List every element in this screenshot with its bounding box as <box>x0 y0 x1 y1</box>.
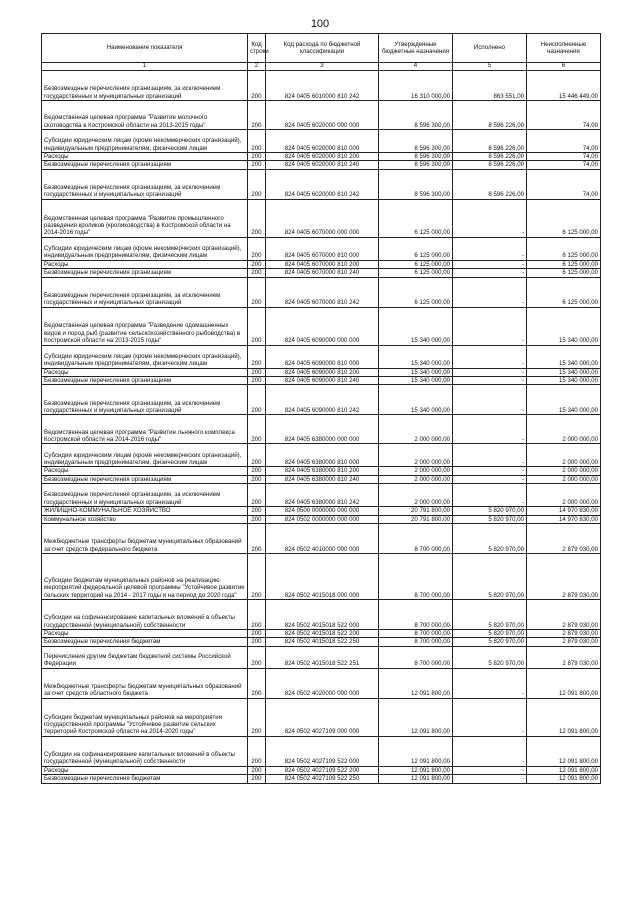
header-row <box>42 34 601 63</box>
cell-executed: 5 820 970,00 <box>453 554 527 600</box>
cell-approved: 12 091 800,00 <box>379 766 453 774</box>
cell-executed: - <box>453 269 527 277</box>
cell-line-code: 200 <box>248 600 266 630</box>
table-row <box>42 766 601 774</box>
cell-approved: 8 596 300,00 <box>379 101 453 130</box>
budget-execution-table <box>41 33 601 784</box>
cell-line-code: 200 <box>248 630 266 638</box>
cell-approved: 15 340 000,00 <box>379 385 453 415</box>
cell-name: Расходы <box>42 630 248 638</box>
cell-line-code: 200 <box>248 766 266 774</box>
cell-approved: 16 310 000,00 <box>379 71 453 101</box>
cell-name: Безвозмездные перечисления организациям, за исключением государственных и муниципальных организаций <box>42 484 248 507</box>
cell-approved: 8 596 300,00 <box>379 161 453 169</box>
table-row <box>42 101 601 130</box>
cell-name: Безвозмездные перечисления организациям, за исключением государственных и муниципальных организаций <box>42 385 248 415</box>
cell-line-code: 200 <box>248 507 266 515</box>
cell-budget-code: 824 0405 6090000 810 242 <box>266 385 379 415</box>
cell-executed: 5 820 970,00 <box>453 600 527 630</box>
cell-unexecuted: 12 091 800,00 <box>527 698 601 736</box>
cell-approved: 2 000 000,00 <box>379 415 453 444</box>
cell-executed: 5 820 970,00 <box>453 515 527 523</box>
table-row <box>42 475 601 483</box>
cell-name: Субсидии на софинансирование капитальных вложений в объекты государственной (муниципальной) собственности <box>42 600 248 630</box>
cell-budget-code: 824 0405 6090000 000 000 <box>266 307 379 345</box>
cell-approved: 8 700 000,00 <box>379 600 453 630</box>
cell-executed: 8 596 226,00 <box>453 153 527 161</box>
table-row <box>42 199 601 237</box>
cell-unexecuted: 6 125 000,00 <box>527 269 601 277</box>
cell-executed: 863 551,00 <box>453 71 527 101</box>
cell-unexecuted: 2 879 030,00 <box>527 524 601 554</box>
cell-name: Субсидии юридическим лицам (кроме некоммерческих организаций), индивидуальным предпринимателям, физическим лицам <box>42 237 248 260</box>
table-row <box>42 736 601 766</box>
table-row <box>42 638 601 646</box>
cell-budget-code: 824 0502 4027109 000 000 <box>266 698 379 736</box>
cell-unexecuted: 12 091 800,00 <box>527 766 601 774</box>
cell-budget-code: 824 0502 0000000 000 000 <box>266 515 379 523</box>
cell-approved: 8 700 000,00 <box>379 638 453 646</box>
cell-approved: 20 791 800,00 <box>379 507 453 515</box>
cell-line-code: 200 <box>248 277 266 307</box>
cell-budget-code: 824 0502 4015018 522 251 <box>266 646 379 668</box>
column-number: 6 <box>527 63 601 71</box>
cell-approved: 12 091 800,00 <box>379 698 453 736</box>
cell-budget-code: 824 0405 6070000 810 200 <box>266 260 379 268</box>
cell-budget-code: 824 0405 6070000 810 000 <box>266 237 379 260</box>
cell-line-code: 200 <box>248 71 266 101</box>
header-budget-code: Код расхода по бюджетной классификации <box>266 34 379 63</box>
cell-approved: 8 596 300,00 <box>379 153 453 161</box>
cell-executed: - <box>453 260 527 268</box>
table-row <box>42 130 601 153</box>
cell-executed: - <box>453 467 527 475</box>
cell-executed: 8 596 226,00 <box>453 101 527 130</box>
cell-executed: - <box>453 415 527 444</box>
header-executed: Исполнено <box>453 34 527 63</box>
cell-executed: - <box>453 277 527 307</box>
cell-unexecuted: 15 446 449,00 <box>527 71 601 101</box>
cell-budget-code: 824 0502 4027109 522 250 <box>266 775 379 783</box>
cell-approved: 12 091 800,00 <box>379 668 453 698</box>
cell-budget-code: 824 0405 6020000 810 240 <box>266 161 379 169</box>
table-row <box>42 237 601 260</box>
cell-line-code: 200 <box>248 475 266 483</box>
cell-executed: - <box>453 766 527 774</box>
table-row <box>42 153 601 161</box>
cell-executed: 5 820 970,00 <box>453 507 527 515</box>
cell-name: Субсидии юридическим лицам (кроме некоммерческих организаций), индивидуальным предпринимателям, физическим лицам <box>42 130 248 153</box>
cell-line-code: 200 <box>248 467 266 475</box>
cell-executed: - <box>453 444 527 467</box>
cell-line-code: 200 <box>248 444 266 467</box>
cell-name: Перечисления другим бюджетам бюджетной системы Российской Федерации <box>42 646 248 668</box>
header-approved: Утвержденные бюджетные назначения <box>379 34 453 63</box>
cell-budget-code: 824 0405 6380000 810 000 <box>266 444 379 467</box>
cell-unexecuted: 15 340 000,00 <box>527 345 601 368</box>
page-number: 100 <box>310 18 330 30</box>
cell-line-code: 200 <box>248 368 266 376</box>
cell-approved: 12 091 800,00 <box>379 775 453 783</box>
cell-executed: 5 820 970,00 <box>453 524 527 554</box>
cell-name: Расходы <box>42 153 248 161</box>
cell-budget-code: 824 0405 6380000 810 200 <box>266 467 379 475</box>
column-number: 5 <box>453 63 527 71</box>
cell-name: Безвозмездные перечисления организациям, за исключением государственных и муниципальных организаций <box>42 277 248 307</box>
cell-approved: 6 125 000,00 <box>379 269 453 277</box>
cell-unexecuted: 15 340 000,00 <box>527 385 601 415</box>
cell-line-code: 200 <box>248 554 266 600</box>
cell-unexecuted: 74,00 <box>527 130 601 153</box>
cell-executed: 5 820 970,00 <box>453 630 527 638</box>
cell-approved: 15 340 000,00 <box>379 307 453 345</box>
cell-unexecuted: 6 125 000,00 <box>527 237 601 260</box>
table-row <box>42 277 601 307</box>
cell-line-code: 200 <box>248 415 266 444</box>
cell-executed: - <box>453 199 527 237</box>
cell-name: Межбюджетные трансферты бюджетам муниципальных образований за счет средств областного бюджета <box>42 668 248 698</box>
cell-approved: 15 340 000,00 <box>379 377 453 385</box>
cell-line-code: 200 <box>248 153 266 161</box>
cell-name: Коммунальное хозяйство <box>42 515 248 523</box>
cell-unexecuted: 2 879 030,00 <box>527 638 601 646</box>
cell-budget-code: 824 0405 6090000 810 000 <box>266 345 379 368</box>
cell-line-code: 200 <box>248 269 266 277</box>
cell-line-code: 200 <box>248 260 266 268</box>
cell-approved: 12 091 800,00 <box>379 736 453 766</box>
cell-unexecuted: 2 879 030,00 <box>527 554 601 600</box>
cell-budget-code: 824 0502 4020000 000 000 <box>266 668 379 698</box>
cell-approved: 8 700 000,00 <box>379 554 453 600</box>
cell-unexecuted: 2 000 000,00 <box>527 475 601 483</box>
cell-executed: - <box>453 385 527 415</box>
cell-name: Субсидии юридическим лицам (кроме некоммерческих организаций), индивидуальным предпринимателям, физическим лицам <box>42 444 248 467</box>
cell-budget-code: 824 0405 6010000 810 242 <box>266 71 379 101</box>
cell-name: Межбюджетные трансферты бюджетам муниципальных образований за счет средств федерального бюджета <box>42 524 248 554</box>
cell-name: Ведомственная целевая программа "Разведение одомашненных видов и пород рыб (развитие сельскохозяйственного рыбоводства) в Костромской области на 2013-2015 годы" <box>42 307 248 345</box>
cell-approved: 6 125 000,00 <box>379 237 453 260</box>
cell-unexecuted: 14 970 830,00 <box>527 507 601 515</box>
cell-approved: 8 596 300,00 <box>379 130 453 153</box>
cell-unexecuted: 2 000 000,00 <box>527 444 601 467</box>
cell-unexecuted: 74,00 <box>527 101 601 130</box>
cell-unexecuted: 6 125 000,00 <box>527 260 601 268</box>
column-number: 2 <box>248 63 266 71</box>
cell-name: Субсидии бюджетам муниципальных районов на реализацию мероприятий федеральной целевой программы "Устойчивое развитие сельских территорий на 2014 - 2017 годы и на период до 2020 года" <box>42 554 248 600</box>
cell-name: Расходы <box>42 467 248 475</box>
cell-line-code: 200 <box>248 345 266 368</box>
cell-budget-code: 824 0405 6070000 000 000 <box>266 199 379 237</box>
cell-approved: 6 125 000,00 <box>379 260 453 268</box>
cell-budget-code: 824 0405 6020000 810 242 <box>266 169 379 199</box>
table-row <box>42 385 601 415</box>
table-row <box>42 515 601 523</box>
cell-approved: 15 340 000,00 <box>379 368 453 376</box>
cell-executed: - <box>453 377 527 385</box>
cell-budget-code: 824 0405 6090000 810 240 <box>266 377 379 385</box>
cell-budget-code: 824 0405 6090000 810 200 <box>266 368 379 376</box>
cell-executed: - <box>453 668 527 698</box>
cell-unexecuted: 15 340 000,00 <box>527 377 601 385</box>
cell-name: Ведомственная целевая программа "Развитие промышленного разведения кроликов (кролиководства) в Костромской области на 2014-2016 годы" <box>42 199 248 237</box>
cell-executed: - <box>453 345 527 368</box>
cell-approved: 8 596 300,00 <box>379 169 453 199</box>
column-number: 3 <box>266 63 379 71</box>
cell-budget-code: 824 0405 6380000 000 000 <box>266 415 379 444</box>
cell-approved: 8 700 000,00 <box>379 630 453 638</box>
cell-executed: - <box>453 484 527 507</box>
cell-approved: 2 000 000,00 <box>379 475 453 483</box>
table-row <box>42 345 601 368</box>
cell-budget-code: 824 0502 4015018 522 000 <box>266 600 379 630</box>
cell-unexecuted: 2 879 030,00 <box>527 600 601 630</box>
cell-executed: 8 596 226,00 <box>453 161 527 169</box>
table-row <box>42 698 601 736</box>
cell-line-code: 200 <box>248 199 266 237</box>
cell-approved: 2 000 000,00 <box>379 484 453 507</box>
cell-line-code: 200 <box>248 484 266 507</box>
cell-approved: 8 700 000,00 <box>379 524 453 554</box>
cell-line-code: 200 <box>248 638 266 646</box>
cell-budget-code: 824 0502 4027109 522 200 <box>266 766 379 774</box>
cell-unexecuted: 2 879 030,00 <box>527 646 601 668</box>
cell-unexecuted: 2 000 000,00 <box>527 415 601 444</box>
cell-executed: 5 820 970,00 <box>453 646 527 668</box>
cell-budget-code: 824 0405 6380000 810 240 <box>266 475 379 483</box>
cell-line-code: 200 <box>248 646 266 668</box>
cell-budget-code: 824 0502 4015018 000 000 <box>266 554 379 600</box>
cell-name: Субсидии юридическим лицам (кроме некоммерческих организаций), индивидуальным предпринимателям, физическим лицам <box>42 345 248 368</box>
table-body <box>42 71 601 784</box>
cell-unexecuted: 2 879 030,00 <box>527 630 601 638</box>
cell-name: Безвозмездные перечисления бюджетам <box>42 775 248 783</box>
cell-budget-code: 824 0502 4010000 000 000 <box>266 524 379 554</box>
table-row <box>42 169 601 199</box>
cell-unexecuted: 74,00 <box>527 153 601 161</box>
cell-line-code: 200 <box>248 161 266 169</box>
cell-unexecuted: 74,00 <box>527 161 601 169</box>
cell-executed: - <box>453 237 527 260</box>
table-row <box>42 646 601 668</box>
cell-unexecuted: 12 091 800,00 <box>527 775 601 783</box>
table-row <box>42 260 601 268</box>
column-number: 1 <box>42 63 248 71</box>
table-row <box>42 161 601 169</box>
cell-executed: 8 596 226,00 <box>453 169 527 199</box>
cell-name: Безвозмездные перечисления организациям, за исключением государственных и муниципальных организаций <box>42 169 248 199</box>
cell-approved: 6 125 000,00 <box>379 199 453 237</box>
cell-line-code: 200 <box>248 524 266 554</box>
cell-line-code: 200 <box>248 169 266 199</box>
cell-unexecuted: 12 091 800,00 <box>527 736 601 766</box>
table-row <box>42 600 601 630</box>
table-row <box>42 668 601 698</box>
cell-executed: 8 596 226,00 <box>453 130 527 153</box>
table-row <box>42 554 601 600</box>
table-row <box>42 269 601 277</box>
cell-budget-code: 824 0500 0000000 000 000 <box>266 507 379 515</box>
cell-name: Расходы <box>42 260 248 268</box>
table-row <box>42 524 601 554</box>
table-row <box>42 307 601 345</box>
cell-line-code: 200 <box>248 237 266 260</box>
cell-line-code: 200 <box>248 130 266 153</box>
cell-line-code: 200 <box>248 307 266 345</box>
cell-approved: 6 125 000,00 <box>379 277 453 307</box>
cell-unexecuted: 14 970 830,00 <box>527 515 601 523</box>
cell-budget-code: 824 0405 6020000 000 000 <box>266 101 379 130</box>
cell-unexecuted: 6 125 000,00 <box>527 199 601 237</box>
cell-name: Безвозмездные перечисления организациям <box>42 161 248 169</box>
cell-unexecuted: 74,00 <box>527 169 601 199</box>
cell-budget-code: 824 0405 6020000 810 200 <box>266 153 379 161</box>
cell-executed: - <box>453 307 527 345</box>
column-number-row <box>42 63 601 71</box>
cell-approved: 2 000 000,00 <box>379 467 453 475</box>
cell-budget-code: 824 0502 4015018 522 200 <box>266 630 379 638</box>
cell-executed: - <box>453 368 527 376</box>
table-row <box>42 484 601 507</box>
cell-name: Безвозмездные перечисления организациям, за исключением государственных и муниципальных организаций <box>42 71 248 101</box>
cell-approved: 8 700 000,00 <box>379 646 453 668</box>
cell-line-code: 200 <box>248 377 266 385</box>
cell-line-code: 200 <box>248 698 266 736</box>
cell-unexecuted: 2 000 000,00 <box>527 484 601 507</box>
cell-line-code: 200 <box>248 736 266 766</box>
cell-unexecuted: 15 340 000,00 <box>527 307 601 345</box>
header-unexecuted: Неисполненные назначения <box>527 34 601 63</box>
cell-executed: - <box>453 775 527 783</box>
cell-unexecuted: 2 000 000,00 <box>527 467 601 475</box>
table-row <box>42 415 601 444</box>
column-number: 4 <box>379 63 453 71</box>
cell-name: ЖИЛИЩНО-КОММУНАЛЬНОЕ ХОЗЯЙСТВО <box>42 507 248 515</box>
cell-name: Субсидии на софинансирование капитальных вложений в объекты государственной (муниципальной) собственности <box>42 736 248 766</box>
cell-budget-code: 824 0405 6380000 810 242 <box>266 484 379 507</box>
table-row <box>42 775 601 783</box>
cell-name: Ведомственная целевая программа "Развитие льняного комплекса Костромской области на 2014-2016 годы" <box>42 415 248 444</box>
cell-name: Субсидии бюджетам муниципальных районов на мероприятия государственной программы "Устойчивое развитие сельских территорий Костромской области на 2014-2020 годы" <box>42 698 248 736</box>
cell-unexecuted: 12 091 800,00 <box>527 668 601 698</box>
cell-name: Безвозмездные перечисления организациям <box>42 475 248 483</box>
cell-executed: - <box>453 698 527 736</box>
cell-executed: 5 820 970,00 <box>453 638 527 646</box>
cell-line-code: 200 <box>248 515 266 523</box>
cell-executed: - <box>453 475 527 483</box>
table-row <box>42 444 601 467</box>
cell-approved: 15 340 000,00 <box>379 345 453 368</box>
table-row <box>42 630 601 638</box>
cell-name: Ведомственная целевая программа "Развитие молочного скотоводства в Костромской области на 2013-2015 годы" <box>42 101 248 130</box>
table-row <box>42 507 601 515</box>
header-name: Наименование показателя <box>42 34 248 63</box>
cell-name: Безвозмездные перечисления бюджетам <box>42 638 248 646</box>
cell-budget-code: 824 0502 4015018 522 250 <box>266 638 379 646</box>
cell-executed: - <box>453 736 527 766</box>
cell-budget-code: 824 0502 4027109 522 000 <box>266 736 379 766</box>
table-row <box>42 71 601 101</box>
cell-budget-code: 824 0405 6070000 810 240 <box>266 269 379 277</box>
cell-approved: 20 791 800,00 <box>379 515 453 523</box>
cell-name: Расходы <box>42 766 248 774</box>
cell-unexecuted: 15 340 000,00 <box>527 368 601 376</box>
cell-unexecuted: 6 125 000,00 <box>527 277 601 307</box>
cell-name: Безвозмездные перечисления организациям <box>42 269 248 277</box>
cell-line-code: 200 <box>248 668 266 698</box>
cell-line-code: 200 <box>248 385 266 415</box>
cell-budget-code: 824 0405 6020000 810 000 <box>266 130 379 153</box>
table-row <box>42 467 601 475</box>
table-row <box>42 377 601 385</box>
cell-budget-code: 824 0405 6070000 810 242 <box>266 277 379 307</box>
cell-line-code: 200 <box>248 775 266 783</box>
cell-name: Безвозмездные перечисления организациям <box>42 377 248 385</box>
cell-name: Расходы <box>42 368 248 376</box>
table-row <box>42 368 601 376</box>
cell-approved: 2 000 000,00 <box>379 444 453 467</box>
header-line-code: Код строки <box>248 34 266 63</box>
cell-line-code: 200 <box>248 101 266 130</box>
